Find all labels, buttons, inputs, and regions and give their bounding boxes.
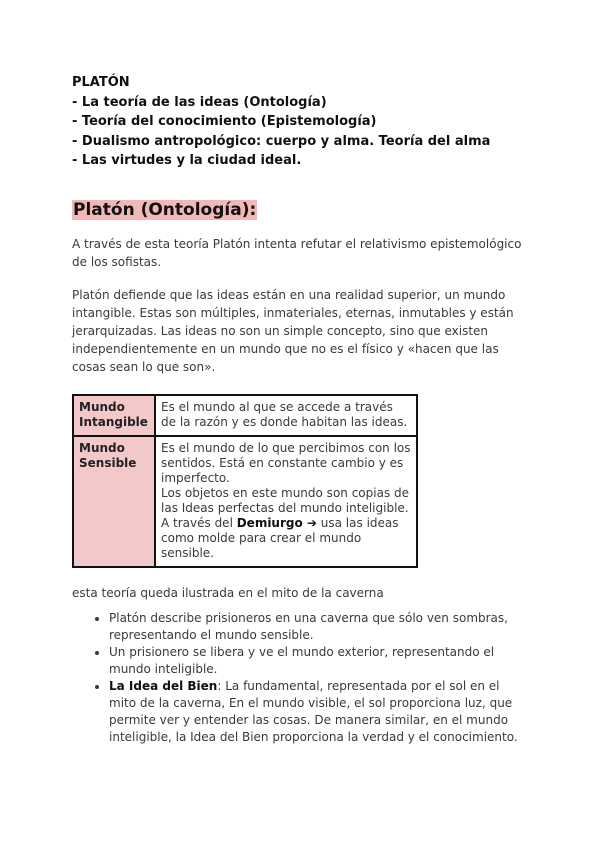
topic-item: - Las virtudes y la ciudad ideal. — [72, 153, 302, 168]
topic-item: - Dualismo antropológico: cuerpo y alma. Teoría del alma — [72, 133, 491, 149]
table-row — [73, 436, 417, 567]
cave-caption: esta teoría queda ilustrada en el mito de la caverna — [72, 585, 384, 600]
demiurgo-term: Demiurgo — [236, 515, 303, 530]
row-label-intangible: Mundo Intangible — [73, 395, 155, 436]
topics-header — [72, 73, 528, 171]
row-text-sensible — [155, 436, 417, 567]
cave-bullet-list — [72, 610, 528, 746]
section-heading — [72, 199, 528, 221]
sensible-line-1: Es el mundo de lo que percibimos con los sentidos. Está en constante cambio y es imperfecto. — [161, 440, 411, 485]
idea-del-bien-text: : La fundamental, representada por el sol en el mito de la caverna, En el mundo visible, el sol proporciona luz, que permite ver y entender las cosas. De manera similar, en el mundo inteligible, la Idea del Bien proporciona la verdad y el conocimiento. — [109, 678, 518, 744]
row-text-intangible: Es el mundo al que se accede a través de la razón y es donde habitan las ideas. — [155, 395, 417, 436]
sensible-line-3-post: usa las ideas como molde para crear el mundo sensible. — [161, 515, 399, 560]
sensible-line-3-pre: A través del — [161, 515, 237, 530]
topic-item: - La teoría de las ideas (Ontología) — [72, 94, 327, 110]
document-title: PLATÓN — [72, 75, 130, 90]
sensible-line-3 — [161, 516, 411, 561]
intro-paragraph: A través de esta teoría Platón intenta refutar el relativismo epistemológico de los sofistas. — [72, 236, 522, 269]
row-label-sensible: Mundo Sensible — [73, 436, 155, 567]
list-item: • Un prisionero se libera y ve el mundo exterior, representando el mundo inteligible. — [109, 644, 528, 678]
idea-del-bien-term: La Idea del Bien — [109, 678, 218, 693]
section-heading-highlight: Platón (Ontología): — [73, 199, 257, 220]
topic-item: - Teoría del conocimiento (Epistemología) — [72, 114, 377, 129]
body-paragraph: Platón defiende que las ideas están en una realidad superior, un mundo intangible. Estas son múltiples, inmateriales, eternas, inmutables y están jerarquizadas. Las ideas no son un simple concepto, sino que existen independientemente en un mundo que no es el físico y «hacen que las cosas sean lo que son». — [72, 287, 514, 374]
worlds-table — [72, 394, 418, 568]
document-page — [72, 73, 528, 746]
arrow-icon: ➔ — [302, 515, 317, 530]
list-item — [109, 678, 528, 746]
list-item: • Platón describe prisioneros en una caverna que sólo ven sombras, representando el mundo sensible. — [109, 610, 528, 644]
sensible-line-2: Los objetos en este mundo son copias de las Ideas perfectas del mundo inteligible. — [161, 485, 410, 515]
table-row — [73, 395, 417, 436]
